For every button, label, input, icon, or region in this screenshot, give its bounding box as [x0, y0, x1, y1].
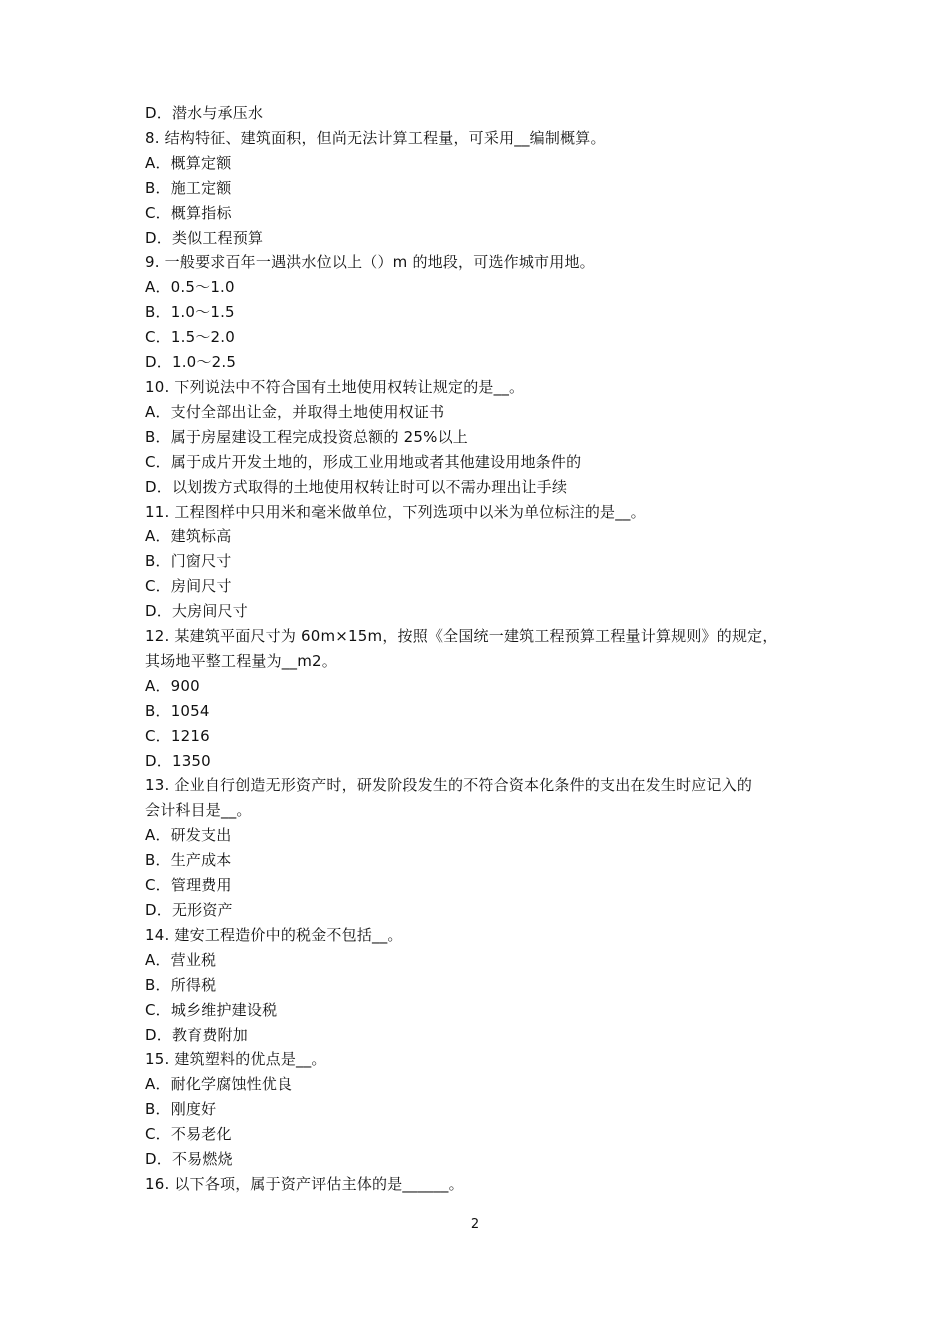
question-line: 14. 建安工程造价中的税金不包括__。 [145, 925, 403, 944]
option-line: A．900 [145, 676, 200, 695]
question-line: 其场地平整工程量为__m2。 [145, 651, 337, 670]
option-line: D．类似工程预算 [145, 228, 264, 247]
option-line: C．不易老化 [145, 1125, 232, 1144]
question-line: 9. 一般要求百年一遇洪水位以上（）m 的地段，可选作城市用地。 [145, 253, 595, 272]
question-line: 12. 某建筑平面尺寸为 60m×15m，按照《全国统一建筑工程预算工程量计算规则》的规定， [145, 627, 778, 646]
option-line: C．概算指标 [145, 203, 232, 222]
option-line: A．耐化学腐蚀性优良 [145, 1075, 293, 1094]
question-line: 15. 建筑塑料的优点是__。 [145, 1050, 327, 1069]
option-line: C．1.5～2.0 [145, 328, 235, 347]
option-line: A．营业税 [145, 950, 217, 969]
option-line: C．城乡维护建设税 [145, 1000, 278, 1019]
question-line: 10. 下列说法中不符合国有土地使用权转让规定的是__。 [145, 377, 525, 396]
option-line: D．1.0～2.5 [145, 353, 237, 372]
option-line: B．刚度好 [145, 1100, 217, 1119]
option-line: B．门窗尺寸 [145, 552, 232, 571]
option-line: D．潜水与承压水 [145, 104, 264, 122]
option-line: D．教育费附加 [145, 1025, 248, 1044]
option-line: B．所得税 [145, 975, 217, 994]
option-line: B．属于房屋建设工程完成投资总额的 25%以上 [145, 427, 469, 446]
option-line: D．1350 [145, 751, 211, 770]
option-line: B．1054 [145, 701, 210, 720]
question-line: 16. 以下各项，属于资产评估主体的是______。 [145, 1174, 464, 1193]
document-body [145, 101, 825, 1197]
option-line: C．属于成片开发土地的，形成工业用地或者其他建设用地条件的 [145, 452, 582, 471]
option-line: C．管理费用 [145, 876, 232, 895]
question-line: 会计科目是__。 [145, 801, 252, 820]
option-line: A．支付全部出让金，并取得土地使用权证书 [145, 402, 445, 421]
page-number: 2 [470, 1217, 480, 1232]
option-line: D．以划拨方式取得的土地使用权转让时可以不需办理出让手续 [145, 477, 568, 496]
option-line: D．无形资产 [145, 901, 233, 919]
option-line: A．建筑标高 [145, 527, 232, 546]
option-line: A．研发支出 [145, 826, 232, 845]
option-line: D．大房间尺寸 [145, 602, 248, 621]
option-line: C．房间尺寸 [145, 577, 232, 596]
option-line: A．0.5～1.0 [145, 278, 235, 297]
question-line: 11. 工程图样中只用米和毫米做单位，下列选项中以米为单位标注的是__。 [145, 502, 646, 521]
option-line: B．生产成本 [145, 851, 232, 870]
question-line: 8. 结构特征、建筑面积，但尚无法计算工程量，可采用__编制概算。 [145, 128, 606, 147]
option-line: D．不易燃烧 [145, 1150, 233, 1169]
option-line: B．施工定额 [145, 178, 232, 197]
option-line: A．概算定额 [145, 153, 232, 172]
question-line: 13. 企业自行创造无形资产时，研发阶段发生的不符合资本化条件的支出在发生时应记入的 [145, 776, 753, 795]
option-line: B．1.0～1.5 [145, 303, 235, 322]
option-line: C．1216 [145, 726, 210, 745]
